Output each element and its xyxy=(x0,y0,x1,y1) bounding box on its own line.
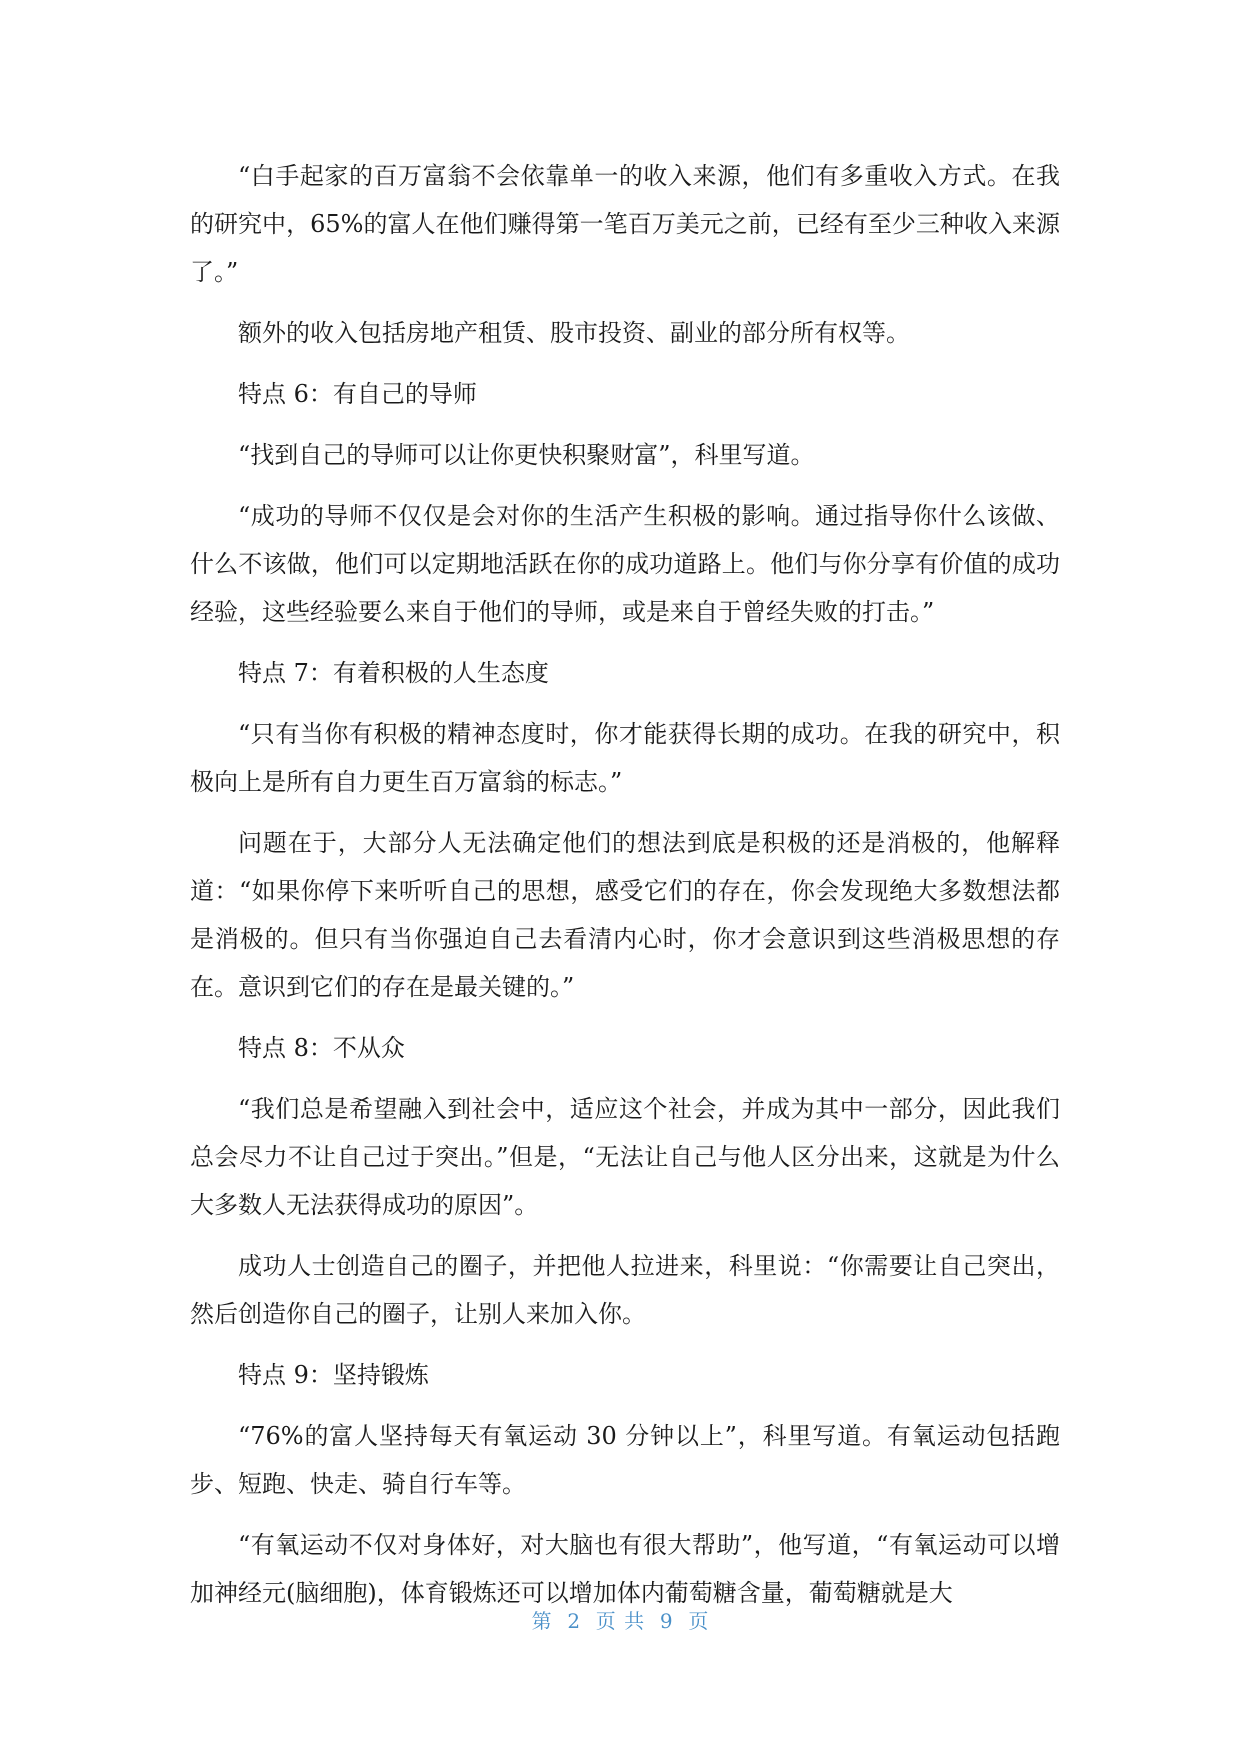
paragraph: “我们总是希望融入到社会中，适应这个社会，并成为其中一部分，因此我们总会尽力不让自己过于突出。”但是，“无法让自己与他人区分出来，这就是为什么大多数人无法获得成功的原因”。 xyxy=(190,1095,1060,1219)
section-heading: 特点 9：坚持锻炼 xyxy=(238,1361,429,1389)
section-heading: 特点 6：有自己的导师 xyxy=(238,380,477,408)
paragraph: “76%的富人坚持每天有氧运动 30 分钟以上”，科里写道。有氧运动包括跑步、短跑、快走、骑自行车等。 xyxy=(190,1422,1060,1498)
document-body xyxy=(190,152,1060,1630)
paragraph: “有氧运动不仅对身体好，对大脑也有很大帮助”，他写道，“有氧运动可以增加神经元(脑细胞)，体育锻炼还可以增加体内葡萄糖含量，葡萄糖就是大 xyxy=(190,1531,1060,1607)
section-heading: 特点 8：不从众 xyxy=(238,1034,405,1062)
page-footer xyxy=(0,1606,1241,1636)
page-number: 第 2 页 共 9 页 xyxy=(531,1609,710,1633)
paragraph: “只有当你有积极的精神态度时，你才能获得长期的成功。在我的研究中，积极向上是所有自力更生百万富翁的标志。” xyxy=(190,720,1060,796)
paragraph: “成功的导师不仅仅是会对你的生活产生积极的影响。通过指导你什么该做、什么不该做，他们可以定期地活跃在你的成功道路上。他们与你分享有价值的成功经验，这些经验要么来自于他们的导师，或是来自于曾经失败的打击。” xyxy=(190,502,1060,626)
paragraph: “找到自己的导师可以让你更快积聚财富”，科里写道。 xyxy=(238,441,815,469)
paragraph: 问题在于，大部分人无法确定他们的想法到底是积极的还是消极的，他解释道：“如果你停下来听听自己的思想，感受它们的存在，你会发现绝大多数想法都是消极的。但只有当你强迫自己去看清内心时，你才会意识到这些消极思想的存在。意识到它们的存在是最关键的。” xyxy=(190,829,1060,1001)
paragraph: 额外的收入包括房地产租赁、股市投资、副业的部分所有权等。 xyxy=(238,319,910,347)
section-heading: 特点 7：有着积极的人生态度 xyxy=(238,659,549,687)
paragraph: “白手起家的百万富翁不会依靠单一的收入来源，他们有多重收入方式。在我的研究中，65%的富人在他们赚得第一笔百万美元之前，已经有至少三种收入来源了。” xyxy=(190,162,1060,286)
paragraph: 成功人士创造自己的圈子，并把他人拉进来，科里说：“你需要让自己突出，然后创造你自己的圈子，让别人来加入你。 xyxy=(190,1252,1060,1328)
